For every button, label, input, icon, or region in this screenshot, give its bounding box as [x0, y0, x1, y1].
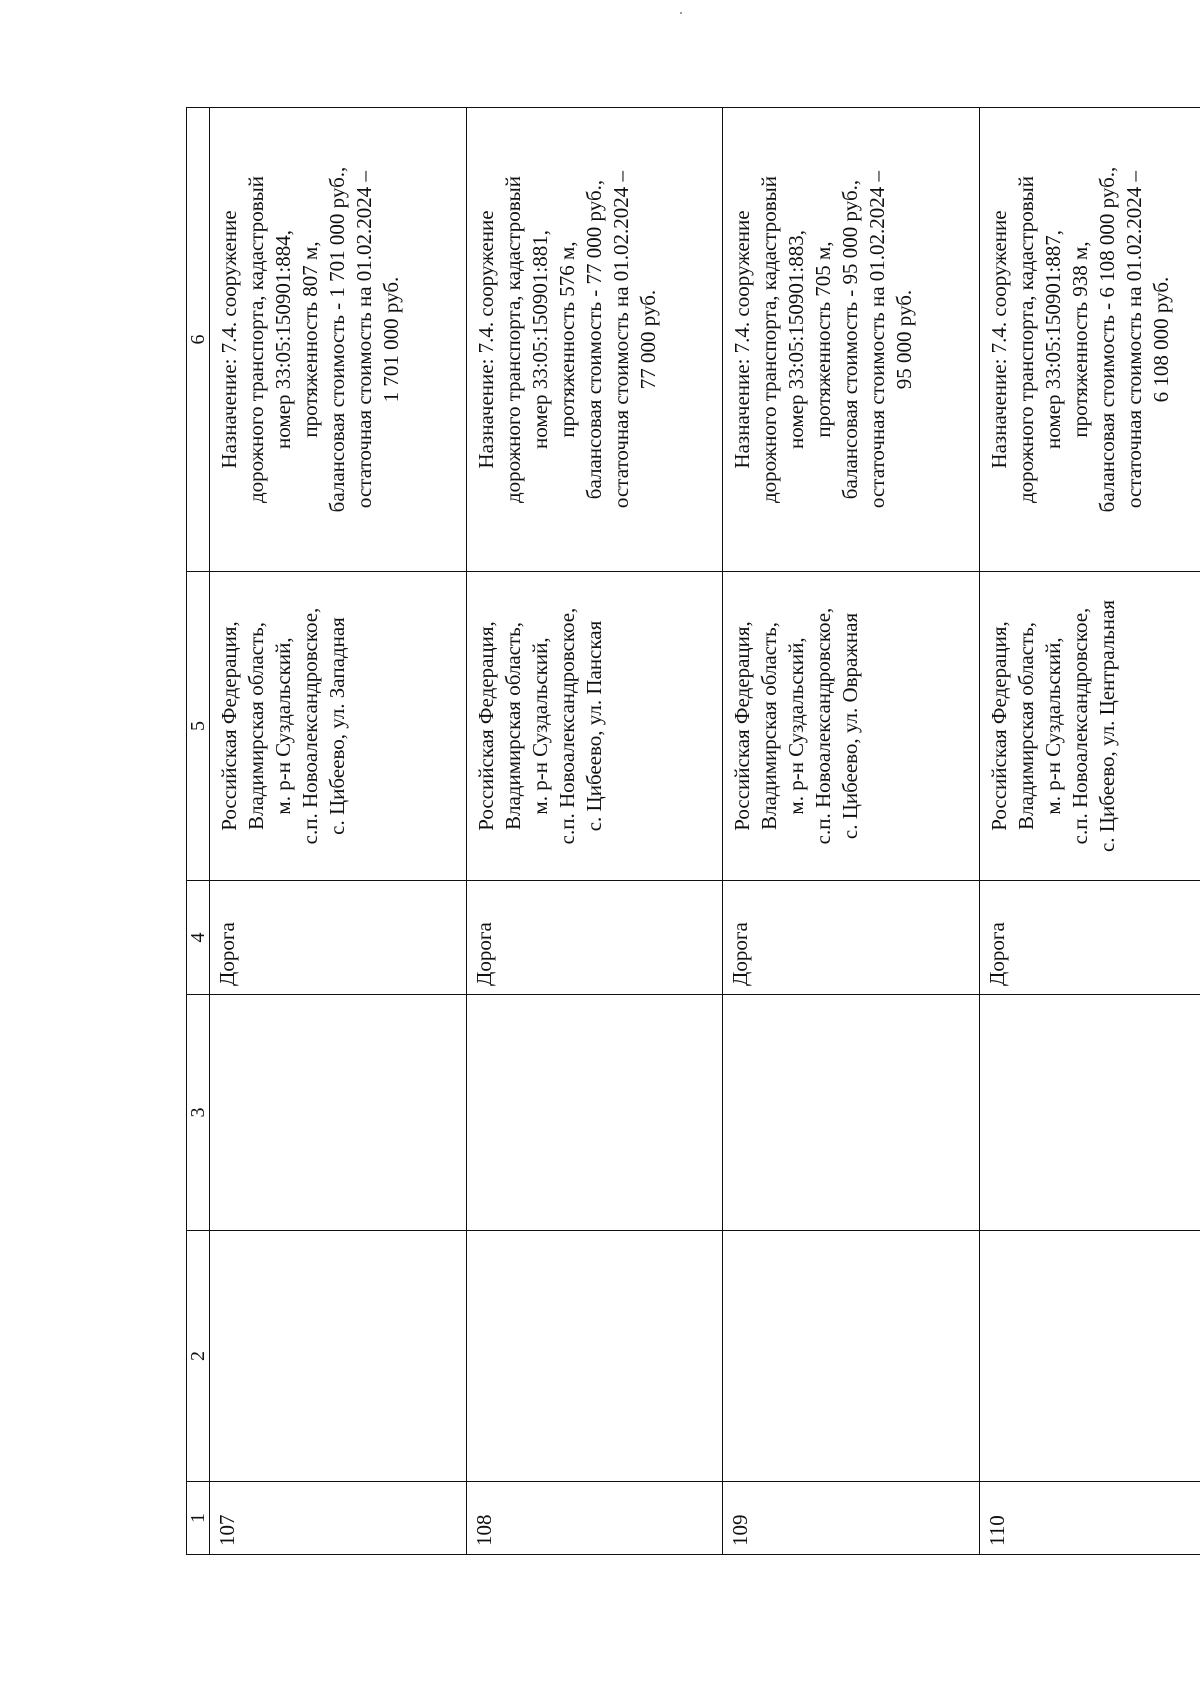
table-row: [466, 108, 723, 1555]
description-line: балансовая стоимость - 1 701 000 руб.,: [325, 166, 349, 513]
table-row: [210, 108, 467, 1555]
table-row: [723, 108, 980, 1555]
cell-col-3: [466, 995, 723, 1231]
description-line: дорожного транспорта, кадастровый: [500, 176, 525, 504]
property-table-container: [186, 107, 1200, 1555]
description-line: номер 33:05:150901:887,: [1040, 230, 1065, 449]
description-line: 77 000 руб.: [635, 289, 660, 390]
cell-col-2: [723, 1231, 980, 1482]
row-number: 108: [466, 1482, 723, 1555]
object-type: Дорога: [210, 881, 467, 995]
object-address: [979, 572, 1200, 881]
address-line: Владимирская область,: [757, 622, 781, 830]
address-line: с. Цибеево, ул. Овражная: [838, 612, 862, 840]
description-line: 1 701 000 руб.: [379, 276, 403, 403]
description-line: протяженность 938 м,: [1067, 241, 1092, 438]
header-col-4: 4: [187, 881, 210, 995]
object-description: [723, 108, 980, 572]
description-line: номер 33:05:150901:883,: [784, 230, 808, 449]
description-line: протяженность 705 м,: [811, 241, 835, 438]
rotated-table: [186, 107, 1200, 1555]
description-line: 95 000 руб.: [892, 289, 916, 390]
description-line: Назначение: 7.4. сооружение: [986, 210, 1011, 469]
property-table: [186, 107, 1200, 1555]
header-col-3: 3: [187, 995, 210, 1231]
cell-col-2: [466, 1231, 723, 1482]
description-line: номер 33:05:150901:884,: [271, 230, 295, 449]
description-line: Назначение: 7.4. сооружение: [730, 210, 754, 469]
description-line: Назначение: 7.4. сооружение: [217, 210, 241, 469]
description-line: дорожного транспорта, кадастровый: [1013, 176, 1038, 504]
cell-col-2: [979, 1231, 1200, 1482]
address-line: с. Цибеево, ул. Центральная: [1094, 599, 1119, 853]
header-col-5: 5: [187, 572, 210, 881]
object-address: [466, 572, 723, 881]
address-line: м. р-н Суздальский,: [527, 637, 552, 815]
object-address: [210, 572, 467, 881]
object-type: Дорога: [723, 881, 980, 995]
object-address: [723, 572, 980, 881]
header-col-2: 2: [187, 1231, 210, 1482]
object-description: [210, 108, 467, 572]
header-col-6: 6: [187, 108, 210, 572]
description-line: балансовая стоимость - 6 108 000 руб.,: [1094, 166, 1119, 513]
description-line: остаточная стоимость на 01.02.2024 –: [1121, 170, 1146, 509]
address-line: с.п. Новоалександровское,: [298, 607, 322, 845]
cell-col-3: [723, 995, 980, 1231]
row-number: 109: [723, 1482, 980, 1555]
description-line: остаточная стоимость на 01.02.2024 –: [352, 170, 376, 509]
scan-speck: [680, 12, 682, 14]
row-number: 107: [210, 1482, 467, 1555]
description-line: протяженность 807 м,: [298, 241, 322, 438]
address-line: Российская Федерация,: [217, 621, 241, 831]
address-line: м. р-н Суздальский,: [271, 637, 295, 815]
description-line: номер 33:05:150901:881,: [527, 230, 552, 449]
description-line: дорожного транспорта, кадастровый: [757, 176, 781, 504]
address-line: с.п. Новоалександровское,: [1067, 607, 1092, 845]
description-line: дорожного транспорта, кадастровый: [244, 176, 268, 504]
description-line: 6 108 000 руб.: [1148, 276, 1173, 403]
header-col-1: 1: [187, 1482, 210, 1555]
description-line: балансовая стоимость - 95 000 руб.,: [838, 179, 862, 500]
address-line: Российская Федерация,: [986, 621, 1011, 831]
row-number: 110: [979, 1482, 1200, 1555]
description-line: остаточная стоимость на 01.02.2024 –: [865, 170, 889, 509]
cell-col-3: [979, 995, 1200, 1231]
address-line: Владимирская область,: [500, 622, 525, 830]
object-type: Дорога: [979, 881, 1200, 995]
address-line: с. Цибеево, ул. Панская: [581, 620, 606, 832]
address-line: Владимирская область,: [244, 622, 268, 830]
description-line: Назначение: 7.4. сооружение: [473, 210, 498, 469]
description-line: остаточная стоимость на 01.02.2024 –: [608, 170, 633, 509]
description-line: балансовая стоимость - 77 000 руб.,: [581, 179, 606, 500]
description-line: протяженность 576 м,: [554, 241, 579, 438]
object-type: Дорога: [466, 881, 723, 995]
cell-col-3: [210, 995, 467, 1231]
address-line: м. р-н Суздальский,: [1040, 637, 1065, 815]
object-description: [466, 108, 723, 572]
address-line: Владимирская область,: [1013, 622, 1038, 830]
object-description: [979, 108, 1200, 572]
address-line: Российская Федерация,: [473, 621, 498, 831]
address-line: Российская Федерация,: [730, 621, 754, 831]
cell-col-2: [210, 1231, 467, 1482]
address-line: с. Цибеево, ул. Западная: [325, 617, 349, 835]
address-line: с.п. Новоалександровское,: [554, 607, 579, 845]
table-row: [979, 108, 1200, 1555]
address-line: с.п. Новоалександровское,: [811, 607, 835, 845]
header-row: [187, 108, 210, 1555]
address-line: м. р-н Суздальский,: [784, 637, 808, 815]
